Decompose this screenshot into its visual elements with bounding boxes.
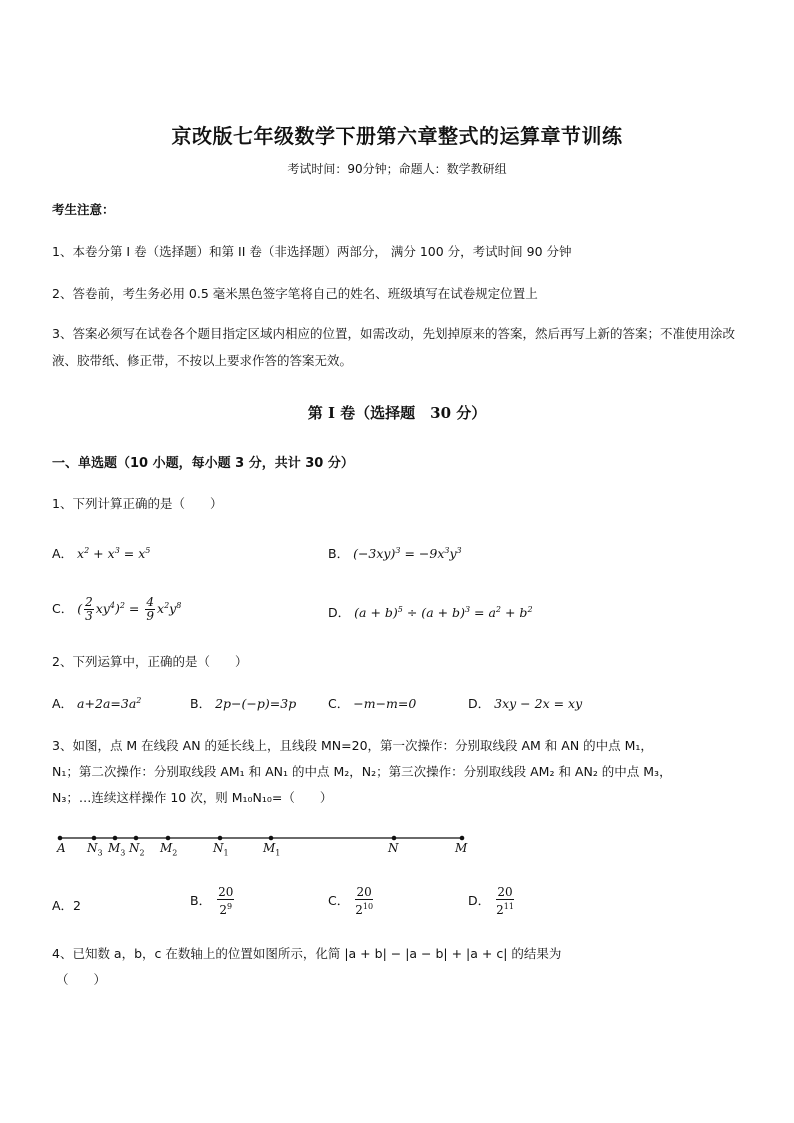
q3-option-b[interactable] <box>190 886 236 917</box>
question-3-stem-line2: N₁；第二次操作：分别取线段 AM₁ 和 AN₁ 的中点 M₂，N₂；第三次操作：分别取线段 AM₂ 和 AN₂ 的中点 M₃， <box>52 764 672 779</box>
q1-option-c-formula: ( $\frac{2}{3}$ $xy^4)^2$ = $\frac{4}{9}$ $x^2y^8$ <box>77 595 182 623</box>
q1-option-c-letter: C． <box>52 601 74 616</box>
q2-option-a-letter: A． <box>52 696 74 711</box>
q3-option-b-letter: B． <box>190 893 212 908</box>
label-n2: $N_2$ <box>129 841 145 858</box>
notice-item-1: 1、本卷分第 I 卷（选择题）和第 II 卷（非选择题）两部分， 满分 100 分，考试时间 90 分钟 <box>52 244 572 259</box>
point-m <box>460 836 465 841</box>
q3-option-a[interactable]: A．2 <box>52 898 82 913</box>
q2-option-c[interactable] <box>328 694 416 712</box>
label-m1: $M_1$ <box>263 841 281 858</box>
point-m1 <box>269 836 274 841</box>
label-a: A <box>57 841 66 855</box>
label-n: N <box>388 841 399 855</box>
q1-option-a-letter: A． <box>52 546 74 561</box>
notice-item-2: 2、答卷前，考生务必用 0.5 毫米黑色签字笔将自己的姓名、班级填写在试卷规定位置上 <box>52 286 538 301</box>
q2-option-a-formula: $a+2a=3a^2$ <box>77 695 142 711</box>
q2-option-b[interactable] <box>190 694 296 712</box>
q1-option-d[interactable] <box>328 603 533 621</box>
q2-option-d[interactable] <box>468 694 582 712</box>
label-m2: $M_2$ <box>160 841 178 858</box>
q2-option-a[interactable] <box>52 694 141 712</box>
q3-option-b-fraction: $\frac{20}{2^9}$ <box>218 885 234 917</box>
q3-option-c-letter: C． <box>328 893 350 908</box>
q1-option-a-formula: $x^2 + x^3 = x^5$ <box>77 545 151 561</box>
q1-option-a[interactable] <box>52 544 150 562</box>
q3-option-d-fraction: $\frac{20}{2^{11}}$ <box>496 885 514 917</box>
page-title: 京改版七年级数学下册第六章整式的运算章节训练 <box>171 124 623 148</box>
q2-option-d-formula: 3xy − 2x = xy <box>494 696 583 711</box>
q2-option-c-formula: −m−m=0 <box>353 696 417 711</box>
q1-option-b[interactable] <box>328 544 462 562</box>
q1-option-b-formula: $(-3xy)^3 = -9x^3y^3$ <box>353 545 462 561</box>
point-m2 <box>166 836 171 841</box>
q2-option-b-letter: B． <box>190 696 212 711</box>
section-title: 第 I 卷（选择题 30 分） <box>307 404 487 422</box>
exam-subtitle: 考试时间：90分钟；命题人：数学教研组 <box>287 162 507 176</box>
label-m3: $M_3$ <box>108 841 126 858</box>
question-1-stem: 1、下列计算正确的是（ ） <box>52 496 223 511</box>
point-n1 <box>218 836 223 841</box>
q1-option-c[interactable] <box>52 596 181 623</box>
notice-heading: 考生注意： <box>52 202 115 217</box>
q1-option-b-letter: B． <box>328 546 350 561</box>
question-2-stem: 2、下列运算中，正确的是（ ） <box>52 654 248 669</box>
label-n1: $N_1$ <box>213 841 229 858</box>
question-4-stem-line2: （ ） <box>56 972 107 987</box>
q1-option-d-formula: $(a + b)^5 \div (a + b)^3 = a^2 + b^2$ <box>354 604 533 620</box>
q1-option-d-letter: D． <box>328 605 351 620</box>
q2-option-d-letter: D． <box>468 696 491 711</box>
part-heading: 一、单选题（10 小题，每小题 3 分，共计 30 分） <box>52 456 354 471</box>
question-4-stem-line1: 4、已知数 a，b，c 在数轴上的位置如图所示，化简 |a + b| − |a − b| + |a + c| 的结果为 <box>52 946 562 961</box>
point-n2 <box>134 836 139 841</box>
q3-option-d-letter: D． <box>468 893 491 908</box>
point-n <box>392 836 397 841</box>
q2-option-b-formula: 2p−(−p)=3p <box>215 696 297 711</box>
q2-option-c-letter: C． <box>328 696 350 711</box>
q3-option-c[interactable] <box>328 886 375 917</box>
point-m3 <box>113 836 118 841</box>
q3-option-d[interactable] <box>468 886 516 917</box>
question-3-stem-line3: N₃；…连续这样操作 10 次，则 M₁₀N₁₀=（ ） <box>52 790 333 805</box>
label-n3: $N_3$ <box>87 841 103 858</box>
point-n3 <box>92 836 97 841</box>
point-a <box>58 836 63 841</box>
q3-option-c-fraction: $\frac{20}{2^{10}}$ <box>355 885 374 917</box>
question-3-stem-line1: 3、如图，点 M 在线段 AN 的延长线上，且线段 MN=20，第一次操作：分别取线段 AM 和 AN 的中点 M₁， <box>52 738 653 753</box>
notice-item-3: 3、答案必须写在试卷各个题目指定区域内相应的位置，如需改动，先划掉原来的答案，然后再写上新的答案；不准使用涂改液、胶带纸、修正带，不按以上要求作答的答案无效。 <box>52 326 735 368</box>
label-m: M <box>455 841 468 855</box>
